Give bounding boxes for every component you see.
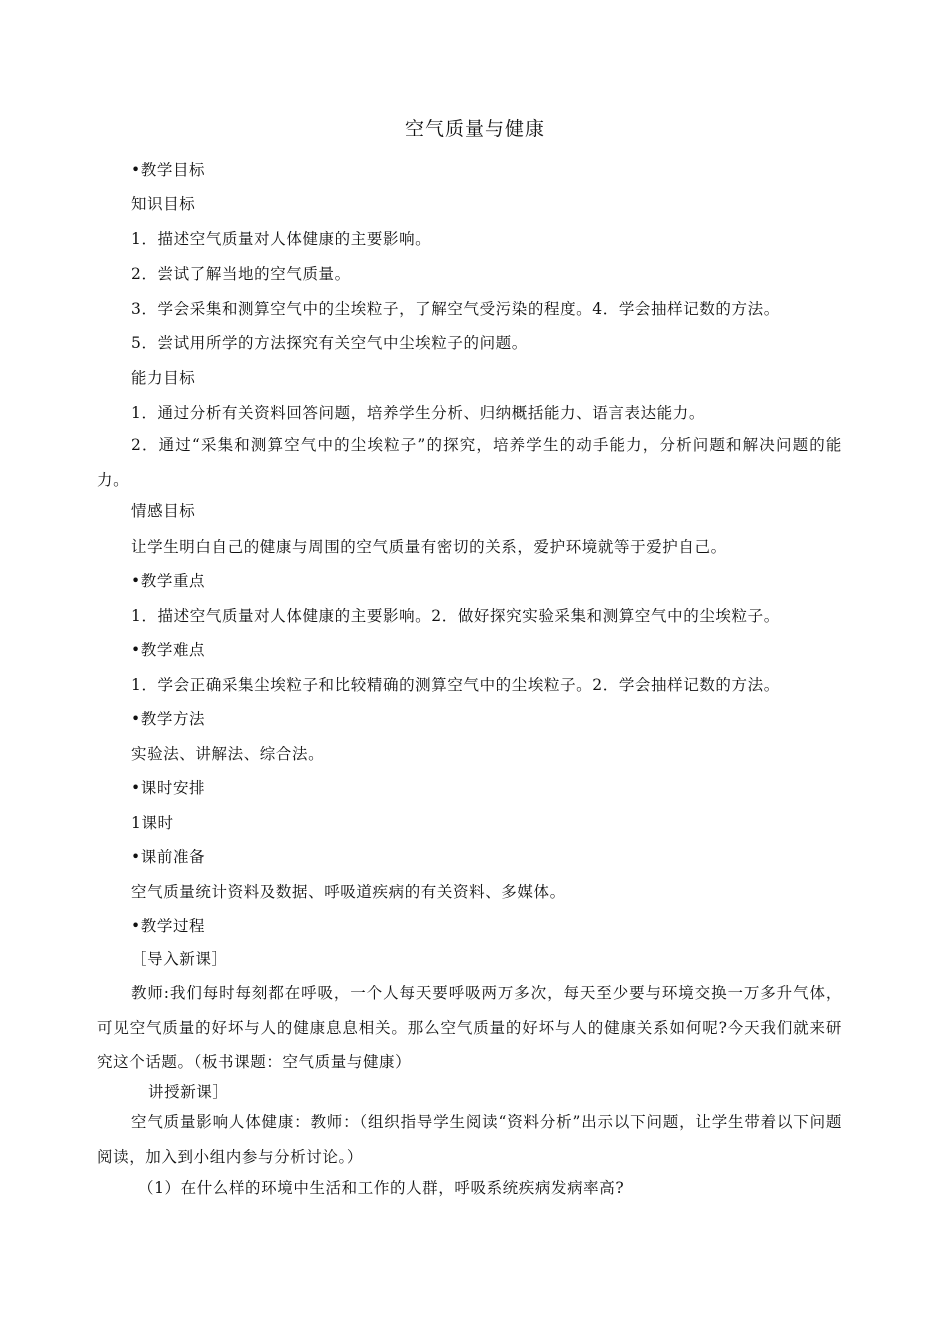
list-item: 1．学会正确采集尘埃粒子和比较精确的测算空气中的尘埃粒子。2．学会抽样记数的方法。 [131,676,780,694]
section-heading-preparation: •课前准备 [131,848,206,866]
list-item: 3．学会采集和测算空气中的尘埃粒子，了解空气受污染的程度。4．学会抽样记数的方法。 [131,300,780,318]
section-heading-methods: •教学方法 [131,710,206,728]
subheading-knowledge-goals: 知识目标 [131,195,196,213]
list-item: 1．通过分析有关资料回答问题，培养学生分析、归纳概括能力、语言表达能力。 [131,404,705,422]
list-item: 1．描述空气质量对人体健康的主要影响。2．做好探究实验采集和测算空气中的尘埃粒子。 [131,607,780,625]
paragraph: 教师:我们每时每刻都在呼吸，一个人每天要呼吸两万多次，每天至少要与环境交换一万多升气体，可见空气质量的好坏与人的健康息息相关。那么空气质量的好坏与人的健康关系如何呢?今天我们就来研究这个话题。（板书课题：空气质量与健康） [97,984,842,1071]
paragraph: 实验法、讲解法、综合法。 [131,745,325,763]
list-item: 1．描述空气质量对人体健康的主要影响。 [131,230,432,248]
list-item: 2．尝试了解当地的空气质量。 [131,265,351,283]
section-heading-key-points: •教学重点 [131,572,206,590]
paragraph: 让学生明白自己的健康与周围的空气质量有密切的关系，爱护环境就等于爱护自己。 [131,538,727,556]
section-heading-difficulties: •教学难点 [131,641,206,659]
subheading-introduction: ［导入新课］ [131,950,228,968]
section-heading-process: •教学过程 [131,917,206,935]
paragraph: 2．通过“采集和测算空气中的尘埃粒子”的探究，培养学生的动手能力，分析问题和解决问题的能力。 [97,436,842,489]
paragraph: 空气质量影响人体健康：教师：（组织指导学生阅读“资料分析”出示以下问题，让学生带着以下问题阅读，加入到小组内参与分析讨论。） [97,1113,842,1166]
paragraph: 空气质量统计资料及数据、呼吸道疾病的有关资料、多媒体。 [131,883,566,901]
subheading-new-lesson: 讲授新课］ [148,1083,229,1101]
paragraph: 1课时 [131,814,174,832]
document-title: 空气质量与健康 [404,118,545,140]
list-item: 5．尝试用所学的方法探究有关空气中尘埃粒子的问题。 [131,334,528,352]
section-heading-teaching-goals: •教学目标 [131,161,206,179]
section-heading-schedule: •课时安排 [131,779,206,797]
subheading-emotion-goals: 情感目标 [131,502,196,520]
question-item: （1）在什么样的环境中生活和工作的人群，呼吸系统疾病发病率高? [138,1179,625,1197]
subheading-ability-goals: 能力目标 [131,369,196,387]
